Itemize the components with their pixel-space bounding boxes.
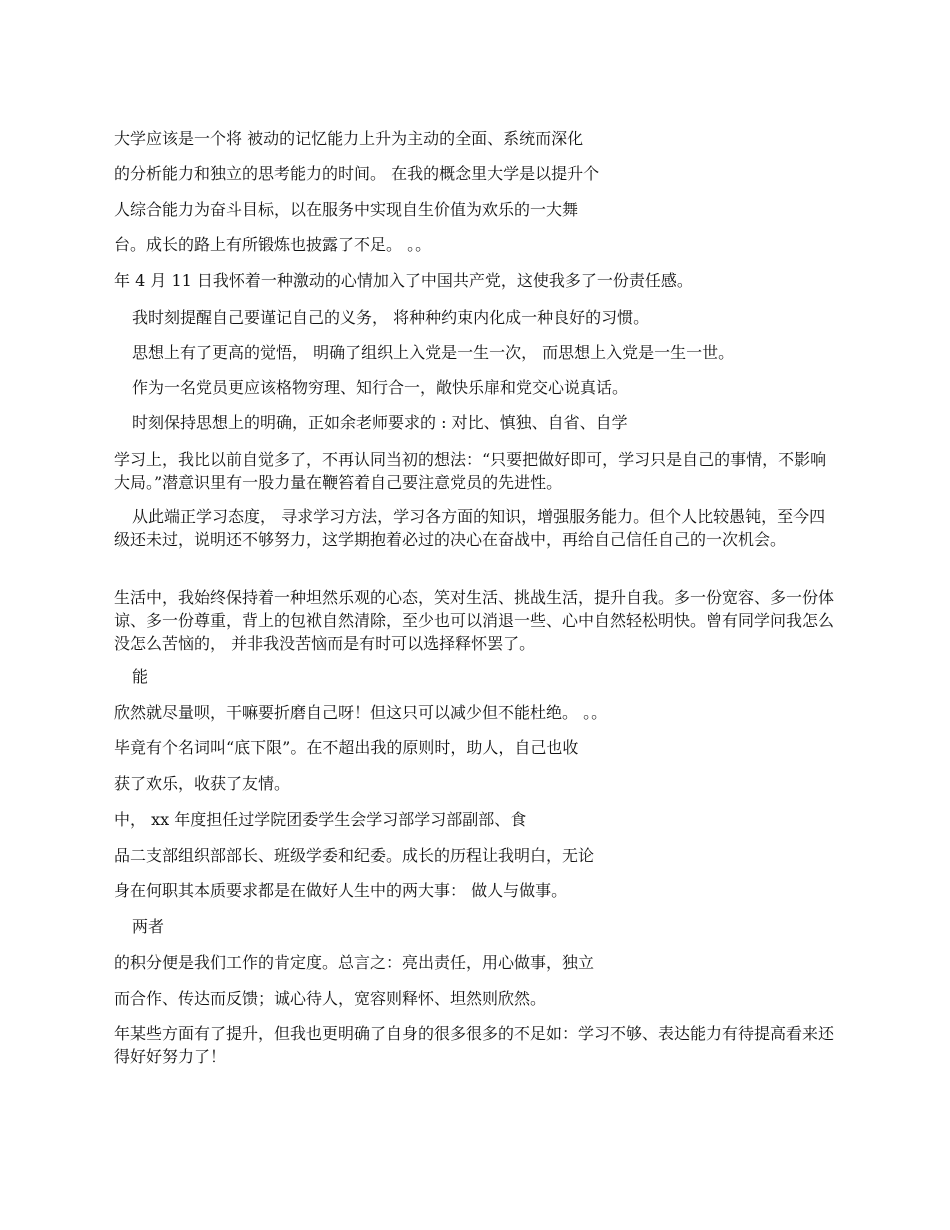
paragraph-12: 生活中，我始终保持着一种坦然乐观的心态，笑对生活、挑战生活，提升自我。多一份宽容、多一份体谅、多一份尊重，背上的包袱自然清除，至少也可以消退一些、心中自然轻松明快。曾有同学问我怎么没怎么苦恼的， 并非我没苦恼而是有时可以选择释怀罢了。 [114, 588, 835, 653]
paragraph-7: 思想上有了更高的觉悟， 明确了组织上入党是一生一次， 而思想上入党是一生一世。 [132, 343, 735, 362]
paragraph-13: 能 [132, 667, 149, 686]
paragraph-22: 而合作、传达而反馈；诚心待人，宽容则释怀、坦然则欣然。 [114, 989, 547, 1008]
paragraph-15: 毕竟有个名词叫“底下限”。在不超出我的原则时，助人，自己也收 [114, 738, 579, 757]
paragraph-1: 大学应该是一个将 被动的记忆能力上升为主动的全面、系统而深化 [114, 129, 584, 148]
paragraph-21: 的积分便是我们工作的肯定度。总言之：亮出责任，用心做事，独立 [114, 953, 595, 972]
paragraph-8: 作为一名党员更应该格物穷理、知行合一，敞快乐扉和党交心说真话。 [132, 378, 629, 397]
paragraph-23: 年某些方面有了提升，但我也更明确了自身的很多很多的不足如：学习不够、表达能力有待提高看来还得好好努力了！ [114, 1024, 835, 1066]
paragraph-19: 身在何职其本质要求都是在做好人生中的两大事： 做人与做事。 [114, 881, 568, 900]
paragraph-14: 欣然就尽量呗，干嘛要折磨自己呀！但这只可以减少但不能杜绝。 。。 [114, 703, 608, 722]
paragraph-9: 时刻保持思想上的明确，正如余老师要求的 : 对比、慎独、自省、自学 [132, 413, 628, 432]
paragraph-3: 人综合能力为奋斗目标，以在服务中实现自生价值为欢乐的一大舞 [114, 200, 579, 219]
paragraph-18: 品二支部组织部部长、班级学委和纪委。成长的历程让我明白，无论 [114, 846, 595, 865]
paragraph-2: 的分析能力和独立的思考能力的时间。 在我的概念里大学是以提升个 [114, 164, 600, 183]
paragraph-4: 台。成长的路上有所锻炼也披露了不足。 。。 [114, 235, 432, 254]
paragraph-10: 学习上，我比以前自觉多了，不再认同当初的想法：“只要把做好即可，学习只是自己的事情，不影响大局。”潜意识里有一股力量在鞭笞着自己要注意党员的先进性。 [114, 450, 827, 492]
paragraph-17: 中， xx 年度担任过学院团委学生会学习部学习部副部、食 [114, 810, 527, 829]
paragraph-16: 获了欢乐，收获了友情。 [114, 774, 291, 793]
paragraph-6: 我时刻提醒自己要谨记自己的义务， 将种种约束内化成一种良好的习惯。 [132, 308, 650, 327]
paragraph-5: 年 4 月 11 日我怀着一种激动的心情加入了中国共产党，这使我多了一份责任感。 [114, 271, 693, 290]
paragraph-20: 两者 [132, 917, 165, 936]
paragraph-11: 从此端正学习态度， 寻求学习方法，学习各方面的知识，增强服务能力。但个人比较愚钝，至今四级还未过，说明还不够努力，这学期抱着必过的决心在奋战中，再给自己信任自己的一次机会。 [114, 507, 826, 549]
